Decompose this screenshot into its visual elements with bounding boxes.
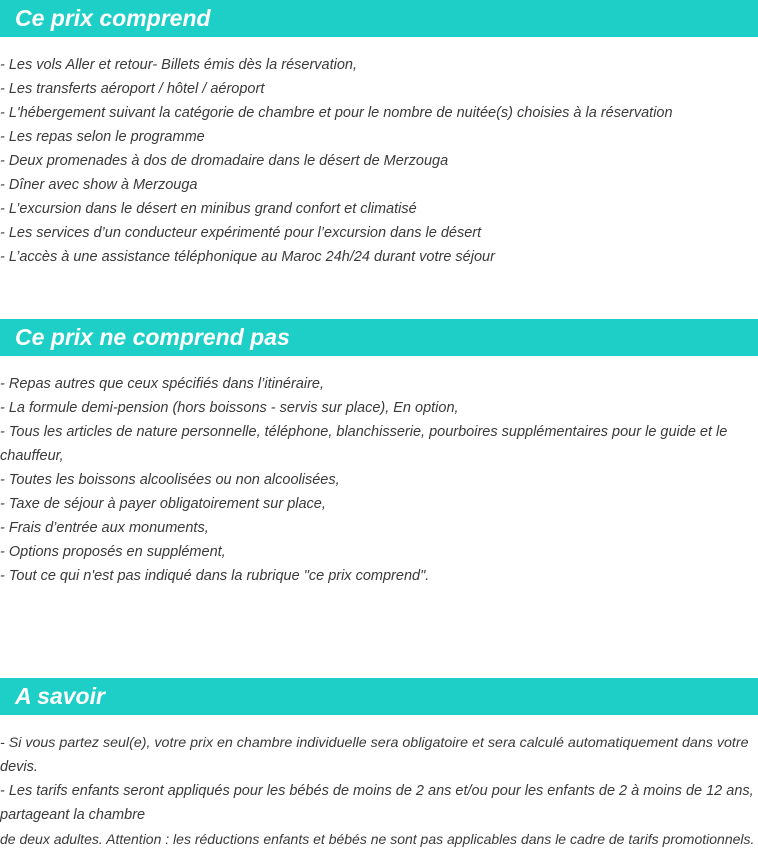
list-item: - Deux promenades à dos de dromadaire dans le désert de Merzouga xyxy=(0,153,449,169)
includes-title: Ce prix comprend xyxy=(15,5,211,31)
includes-list xyxy=(0,53,758,269)
list-item: de deux adultes. Attention : les réductions enfants et bébés ne sont pas applicables dans le cadre de tarifs promotionnels. xyxy=(0,831,755,847)
includes-header xyxy=(0,0,758,37)
list-item: - Options proposés en supplément, xyxy=(0,544,226,560)
list-item: - Taxe de séjour à payer obligatoirement sur place, xyxy=(0,496,326,512)
excludes-list xyxy=(0,372,758,588)
list-item: chauffeur, xyxy=(0,448,64,464)
list-item: - Les tarifs enfants seront appliqués pour les bébés de moins de 2 ans et/ou pour les enfants de 2 à moins de 12 ans, xyxy=(0,783,754,799)
list-item: - Repas autres que ceux spécifiés dans l’itinéraire, xyxy=(0,376,324,392)
list-item: - Frais d’entrée aux monuments, xyxy=(0,520,209,536)
list-item: - Les vols Aller et retour- Billets émis dès la réservation, xyxy=(0,57,357,73)
list-item: - La formule demi-pension (hors boissons - servis sur place), En option, xyxy=(0,400,459,416)
know-list xyxy=(0,731,758,851)
excludes-title: Ce prix ne comprend pas xyxy=(15,324,290,350)
list-item: partageant la chambre xyxy=(0,807,146,823)
list-item: - Toutes les boissons alcoolisées ou non alcoolisées, xyxy=(0,472,340,488)
list-item: - Si vous partez seul(e), votre prix en chambre individuelle sera obligatoire et sera calculé automatiquement dans votre xyxy=(0,735,749,751)
know-title: A savoir xyxy=(15,683,105,709)
list-item: - Les services d’un conducteur expérimenté pour l’excursion dans le désert xyxy=(0,225,482,241)
list-item: - Les repas selon le programme xyxy=(0,129,205,145)
know-header xyxy=(0,678,758,715)
list-item: - Tous les articles de nature personnelle, téléphone, blanchisserie, pourboires supplémentaires pour le guide et le xyxy=(0,424,728,440)
list-item: - L'hébergement suivant la catégorie de chambre et pour le nombre de nuitée(s) choisies à la réservation xyxy=(0,105,673,121)
list-item: - Dîner avec show à Merzouga xyxy=(0,177,198,193)
list-item: - Tout ce qui n'est pas indiqué dans la rubrique "ce prix comprend". xyxy=(0,568,430,584)
list-item: devis. xyxy=(0,759,38,775)
list-item: - L’excursion dans le désert en minibus grand confort et climatisé xyxy=(0,201,417,217)
list-item: - L’accès à une assistance téléphonique au Maroc 24h/24 durant votre séjour xyxy=(0,249,495,265)
excludes-header xyxy=(0,319,758,356)
list-item: - Les transferts aéroport / hôtel / aéroport xyxy=(0,81,265,97)
